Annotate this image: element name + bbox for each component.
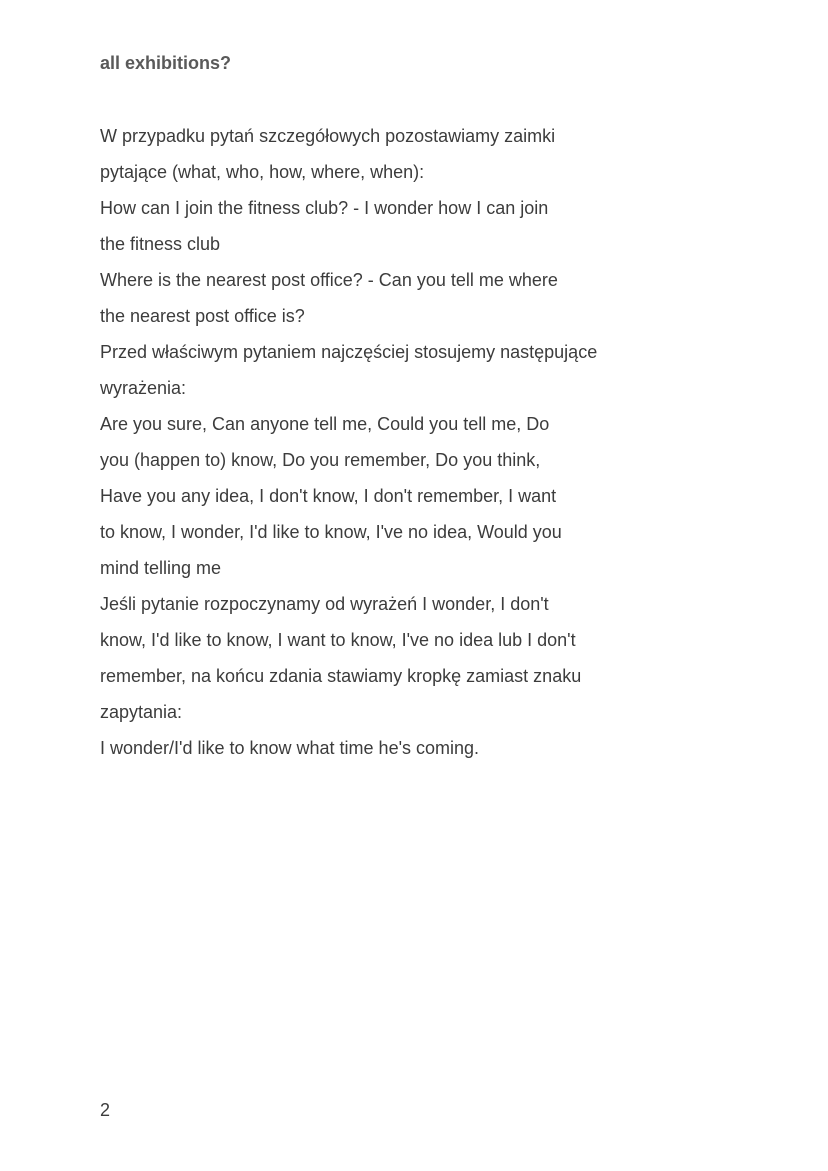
text-line: Have you any idea, I don't know, I don't remember, I want [100,486,557,506]
text-line: Where is the nearest post office? - Can you tell me where [100,270,558,290]
text-line: Przed właściwym pytaniem najczęściej stosujemy następujące [100,342,598,362]
text-line: Are you sure, Can anyone tell me, Could you tell me, Do [100,414,550,434]
text-line: I wonder/I'd like to know what time he's coming. [100,738,480,758]
text-line: to know, I wonder, I'd like to know, I've no idea, Would you [100,522,562,542]
text-line: pytające (what, who, how, where, when): [100,162,425,182]
text-line: wyrażenia: [100,378,187,398]
text-line: W przypadku pytań szczegółowych pozostawiamy zaimki [100,126,556,146]
text-line: zapytania: [100,702,183,722]
section-heading: all exhibitions? [100,53,232,73]
text-line: remember, na końcu zdania stawiamy kropkę zamiast znaku [100,666,582,686]
text-line: Jeśli pytanie rozpoczynamy od wyrażeń I wonder, I don't [100,594,549,614]
text-line: know, I'd like to know, I want to know, I've no idea lub I don't [100,630,576,650]
text-line: the nearest post office is? [100,306,305,326]
text-line: the fitness club [100,234,221,254]
page-number: 2 [100,1100,111,1120]
text-line: How can I join the fitness club? - I wonder how I can join [100,198,549,218]
text-line: you (happen to) know, Do you remember, Do you think, [100,450,541,470]
text-line: mind telling me [100,558,222,578]
body-text [100,122,597,770]
